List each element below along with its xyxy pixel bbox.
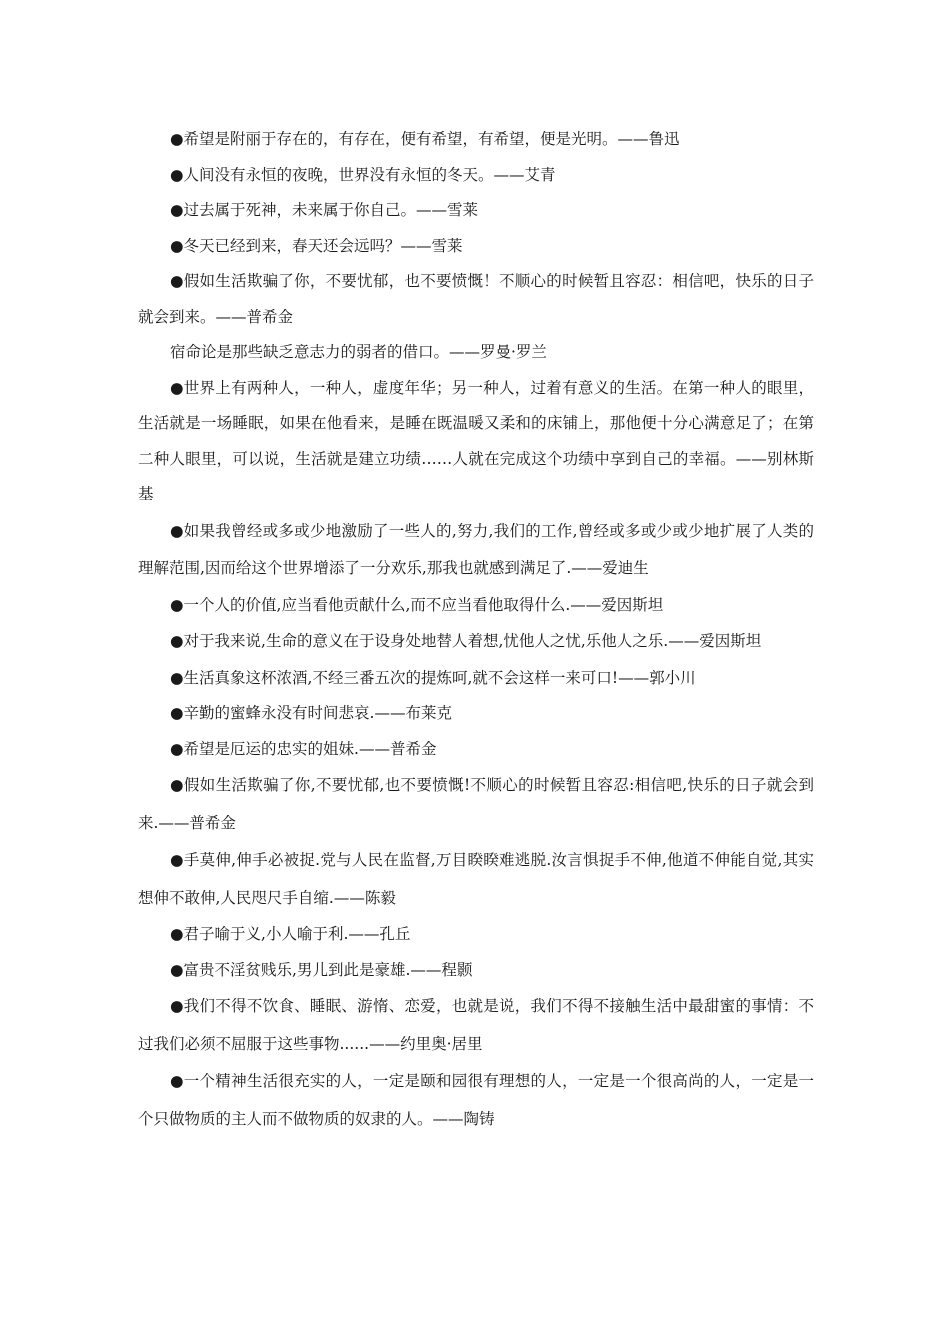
- quote-paragraph: ●我们不得不饮食、睡眠、游惰、恋爱，也就是说，我们不得不接触生活中最甜蜜的事情：不过我们必须不屈服于这些事物......——约里奥·居里: [138, 997, 814, 1053]
- quote-paragraph: ●对于我来说,生命的意义在于设身处地替人着想,忧他人之忧,乐他人之乐.——爱因斯坦: [170, 632, 762, 650]
- quote-paragraph: ●假如生活欺骗了你,不要忧郁,也不要愤慨!不顺心的时候暂且容忍:相信吧,快乐的日子就会到来.——普希金: [138, 776, 814, 832]
- quote-paragraph: ●希望是厄运的忠实的姐妹.——普希金: [170, 739, 437, 758]
- quote-paragraph: ●世界上有两种人，一种人，虚度年华；另一种人，过着有意义的生活。在第一种人的眼里，生活就是一场睡眠，如果在他看来，是睡在既温暖又柔和的床铺上，那他便十分心满意足了；在第二种人眼里，可以说，生活就是建立功绩……人就在完成这个功绩中享到自己的幸福。——别林斯基: [138, 378, 814, 503]
- quote-paragraph: ●冬天已经到来，春天还会远吗？——雪莱: [170, 236, 463, 255]
- quote-paragraph: ●希望是附丽于存在的，有存在，便有希望，有希望，便是光明。——鲁迅: [170, 130, 680, 148]
- quote-paragraph: ●如果我曾经或多或少地激励了一些人的,努力,我们的工作,曾经或多或少或少地扩展了人类的理解范围,因而给这个世界增添了一分欢乐,那我也就感到满足了.——爱迪生: [138, 521, 814, 577]
- quote-paragraph: ●假如生活欺骗了你，不要忧郁，也不要愤慨！不顺心的时候暂且容忍：相信吧，快乐的日子就会到来。——普希金: [138, 272, 814, 326]
- quote-paragraph: ●人间没有永恒的夜晚，世界没有永恒的冬天。——艾青: [170, 165, 556, 184]
- quote-paragraph: ●辛勤的蜜蜂永没有时间悲哀.——布莱克: [170, 704, 452, 722]
- quote-list: [138, 122, 814, 1138]
- quote-paragraph: ●一个人的价值,应当看他贡献什么,而不应当看他取得什么.——爱因斯坦: [170, 595, 664, 614]
- quote-paragraph: ●君子喻于义,小人喻于利.——孔丘: [170, 925, 411, 943]
- quote-paragraph: ●富贵不淫贫贱乐,男儿到此是豪雄.——程颢: [170, 960, 473, 979]
- quote-paragraph: ●一个精神生活很充实的人，一定是颐和园很有理想的人，一定是一个很高尚的人，一定是一个只做物质的主人而不做物质的奴隶的人。——陶铸: [138, 1072, 814, 1128]
- quote-paragraph: ●生活真象这杯浓酒,不经三番五次的提炼呵,就不会这样一来可口!——郭小川: [170, 668, 696, 687]
- quote-paragraph: ●过去属于死神，未来属于你自己。——雪莱: [170, 201, 479, 219]
- quote-paragraph: 宿命论是那些缺乏意志力的弱者的借口。——罗曼·罗兰: [170, 343, 547, 361]
- quote-paragraph: ●手莫伸,伸手必被捉.党与人民在监督,万目睽睽难逃脱.汝言惧捉手不伸,他道不伸能自觉,其实想伸不敢伸,人民咫尺手自缩.——陈毅: [138, 851, 814, 907]
